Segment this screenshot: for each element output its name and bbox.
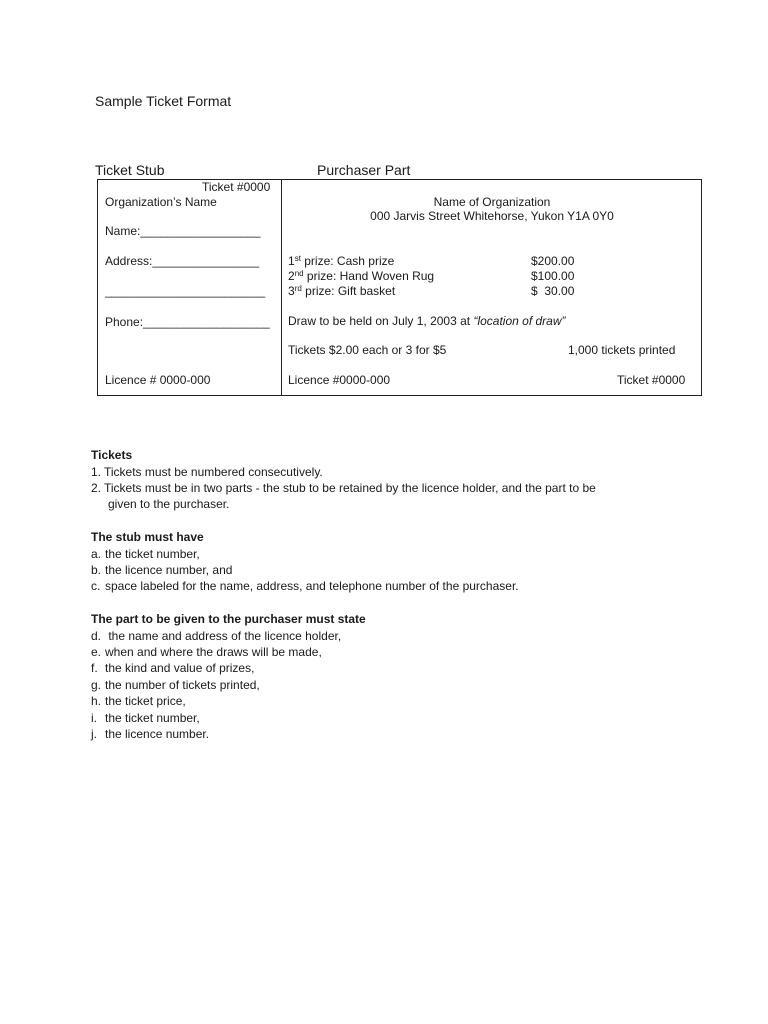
sample-ticket	[97, 179, 702, 396]
prize-1-value: $200.00	[531, 254, 575, 268]
list-item: g. the number of tickets printed,	[91, 678, 260, 692]
purchaser-organization-address: 000 Jarvis Street Whitehorse, Yukon Y1A 0Y0	[370, 209, 614, 223]
purchaser-ticket-number: Ticket #0000	[617, 373, 686, 387]
prize-3: 3rd prize: Gift basket	[288, 284, 396, 298]
purchaser-requirements-title: The part to be given to the purchaser must state	[91, 612, 366, 626]
ticket-price: Tickets $2.00 each or 3 for $5	[288, 343, 447, 357]
draw-details: Draw to be held on July 1, 2003 at “location of draw”	[288, 314, 566, 328]
list-item: a. the ticket number,	[91, 547, 200, 561]
stub-licence-number: Licence # 0000-000	[105, 373, 211, 387]
list-item: 2. Tickets must be in two parts - the stub to be retained by the licence holder, and the part to be	[91, 481, 596, 495]
prize-1: 1st prize: Cash prize	[288, 254, 395, 268]
purchaser-licence-number: Licence #0000-000	[288, 373, 391, 387]
prize-3-value: $ 30.00	[531, 284, 575, 298]
prize-2: 2nd prize: Hand Woven Rug	[288, 269, 435, 283]
list-item: c. space labeled for the name, address, and telephone number of the purchaser.	[91, 579, 519, 593]
list-item: i. the ticket number,	[91, 711, 200, 725]
stub-address-field: Address:________________	[105, 254, 260, 268]
list-item: b. the licence number, and	[91, 563, 233, 577]
list-item-continuation: given to the purchaser.	[108, 497, 230, 511]
stub-address-line-2: ________________________	[105, 284, 266, 298]
list-item: j. the licence number.	[91, 727, 210, 741]
list-item: f. the kind and value of prizes,	[91, 661, 255, 675]
list-item: h. the ticket price,	[91, 694, 186, 708]
draw-location: “location of draw”	[473, 314, 566, 328]
stub-name-field: Name:__________________	[105, 224, 261, 238]
list-item: d. the name and address of the licence holder,	[91, 629, 342, 643]
document-title: Sample Ticket Format	[95, 93, 232, 109]
stub-requirements-title: The stub must have	[91, 530, 204, 544]
tickets-printed: 1,000 tickets printed	[568, 343, 676, 357]
tickets-section-title: Tickets	[91, 448, 133, 462]
stub-phone-field: Phone:___________________	[105, 315, 270, 329]
stub-ticket-number: Ticket #0000	[202, 180, 271, 194]
stub-organization-name: Organization’s Name	[105, 195, 217, 209]
list-item: 1. Tickets must be numbered consecutively.	[91, 465, 323, 479]
purchaser-organization-name: Name of Organization	[433, 195, 551, 209]
prize-2-value: $100.00	[531, 269, 575, 283]
purchaser-part-heading: Purchaser Part	[317, 162, 411, 178]
ticket-stub-heading: Ticket Stub	[95, 162, 165, 178]
list-item: e. when and where the draws will be made,	[91, 645, 322, 659]
